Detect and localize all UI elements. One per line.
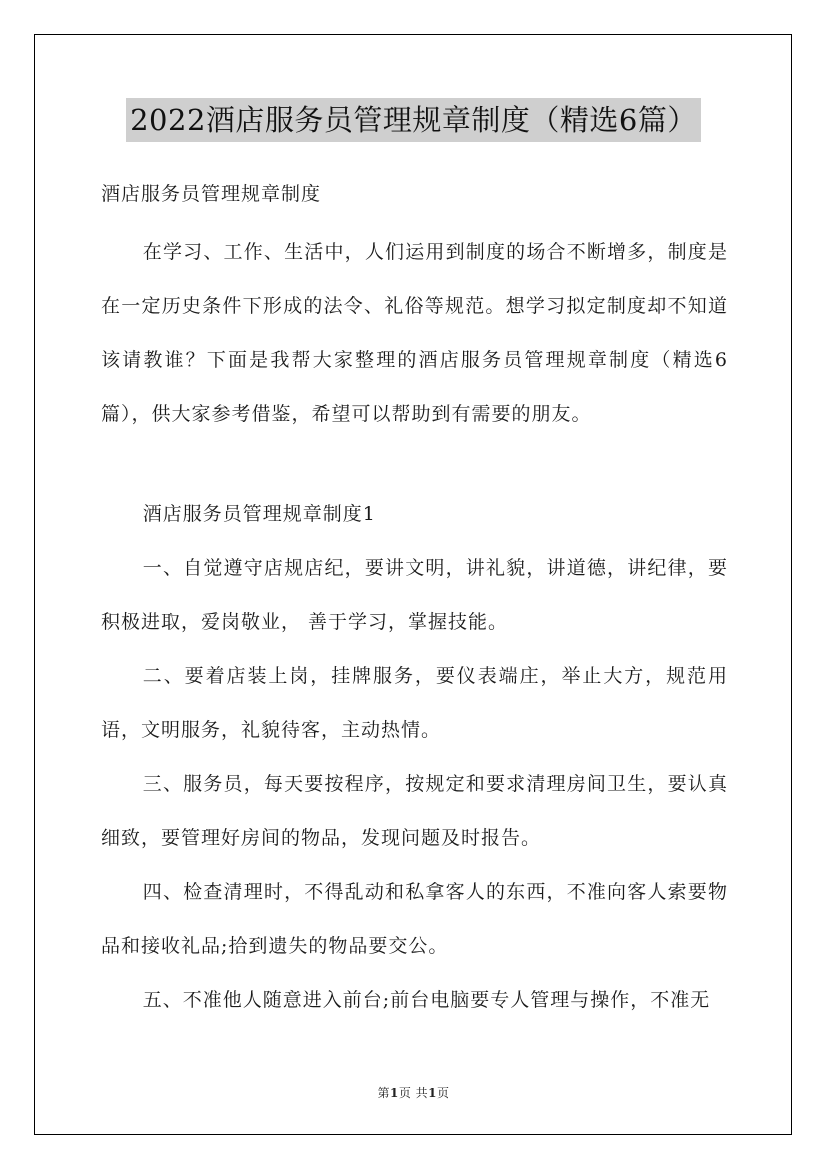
page-footer (0, 1084, 827, 1101)
document-body (101, 172, 728, 1027)
rule-item-5: 五、不准他人随意进入前台;前台电脑要专人管理与操作，不准无 (142, 989, 711, 1011)
rule-item-2: 二、要着店装上岗，挂牌服务，要仪表端庄，举止大方，规范用语，文明服务，礼貌待客，主动热情。 (101, 665, 728, 741)
rule-item-3: 三、服务员，每天要按程序，按规定和要求清理房间卫生，要认真细致，要管理好房间的物品，发现问题及时报告。 (101, 773, 728, 849)
document-subtitle: 酒店服务员管理规章制度 (101, 183, 322, 205)
footer-page-number: 1 (389, 1086, 399, 1100)
footer-prefix: 第 (377, 1086, 390, 1100)
footer-suffix: 页 (437, 1086, 450, 1100)
section-heading: 酒店服务员管理规章制度1 (142, 503, 376, 525)
document-title: 2022酒店服务员管理规章制度（精选6篇） (126, 98, 701, 142)
title-container (0, 98, 827, 142)
footer-total-pages: 1 (428, 1086, 438, 1100)
intro-paragraph: 在学习、工作、生活中，人们运用到制度的场合不断增多，制度是在一定历史条件下形成的法令、礼俗等规范。想学习拟定制度却不知道该请教谁？下面是我帮大家整理的酒店服务员管理规章制度（精选6篇），供大家参考借鉴，希望可以帮助到有需要的朋友。 (101, 241, 728, 425)
rule-item-1: 一、自觉遵守店规店纪，要讲文明，讲礼貌，讲道德，讲纪律，要积极进取，爱岗敬业， 善于学习，掌握技能。 (101, 557, 728, 633)
rule-item-4: 四、检查清理时，不得乱动和私拿客人的东西，不准向客人索要物品和接收礼品;拾到遗失的物品要交公。 (101, 881, 728, 957)
footer-middle: 页 共 (398, 1086, 429, 1100)
